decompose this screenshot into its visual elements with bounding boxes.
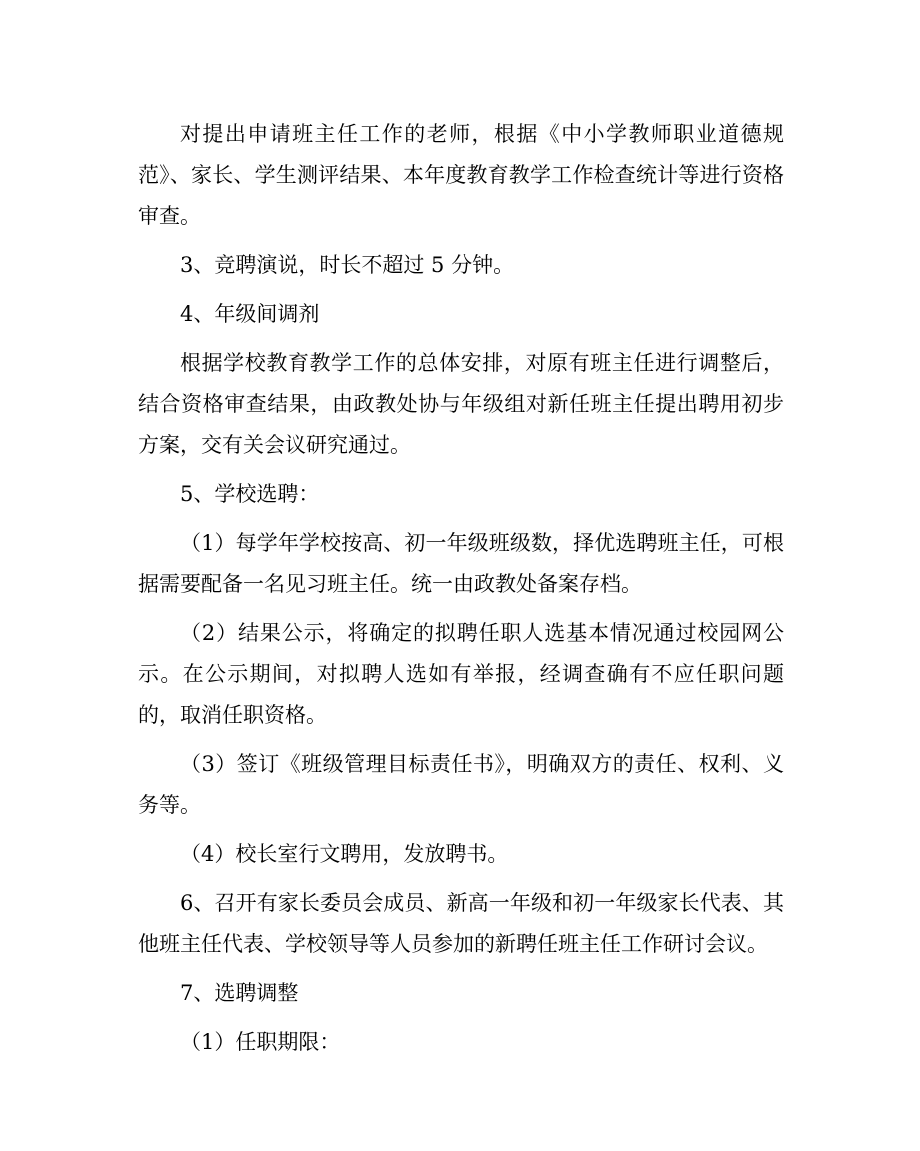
- paragraph-sub-4-appointment: （4）校长室行文聘用，发放聘书。: [180, 842, 509, 866]
- paragraph-sub-2-publicity: （2）结果公示，将确定的拟聘任职人选基本情况通过校园网公示。在公示期间，对拟聘人选如有举报，经调查确有不应任职问题的，取消任职资格。: [138, 621, 784, 727]
- paragraph-item-3-speech: 3、竞聘演说，时长不超过 5 分钟。: [180, 253, 515, 277]
- paragraph-qualification-review: 对提出申请班主任工作的老师，根据《中小学教师职业道德规范》、家长、学生测评结果、本年度教育教学工作检查统计等进行资格审查。: [138, 122, 784, 228]
- paragraph-sub-1-term: （1）任职期限：: [180, 1030, 341, 1054]
- paragraph-sub-3-contract: （3）签订《班级管理目标责任书》，明确双方的责任、权利、义务等。: [138, 752, 784, 817]
- paragraph-sub-1-selection: （1）每学年学校按高、初一年级班级数，择优选聘班主任，可根据需要配备一名见习班主任。统一由政教处备案存档。: [138, 531, 784, 596]
- paragraph-item-4-heading: 4、年级间调剂: [180, 302, 320, 326]
- paragraph-grade-adjustment: 根据学校教育教学工作的总体安排，对原有班主任进行调整后，结合资格审查结果，由政教处协与年级组对新任班主任提出聘用初步方案，交有关会议研究通过。: [138, 351, 784, 457]
- document-body: [138, 114, 784, 1071]
- paragraph-item-5-heading: 5、学校选聘：: [180, 482, 320, 506]
- paragraph-item-6-meeting: 6、召开有家长委员会成员、新高一年级和初一年级家长代表、其他班主任代表、学校领导等人员参加的新聘任班主任工作研讨会议。: [138, 891, 784, 956]
- paragraph-item-7-heading: 7、选聘调整: [180, 981, 299, 1005]
